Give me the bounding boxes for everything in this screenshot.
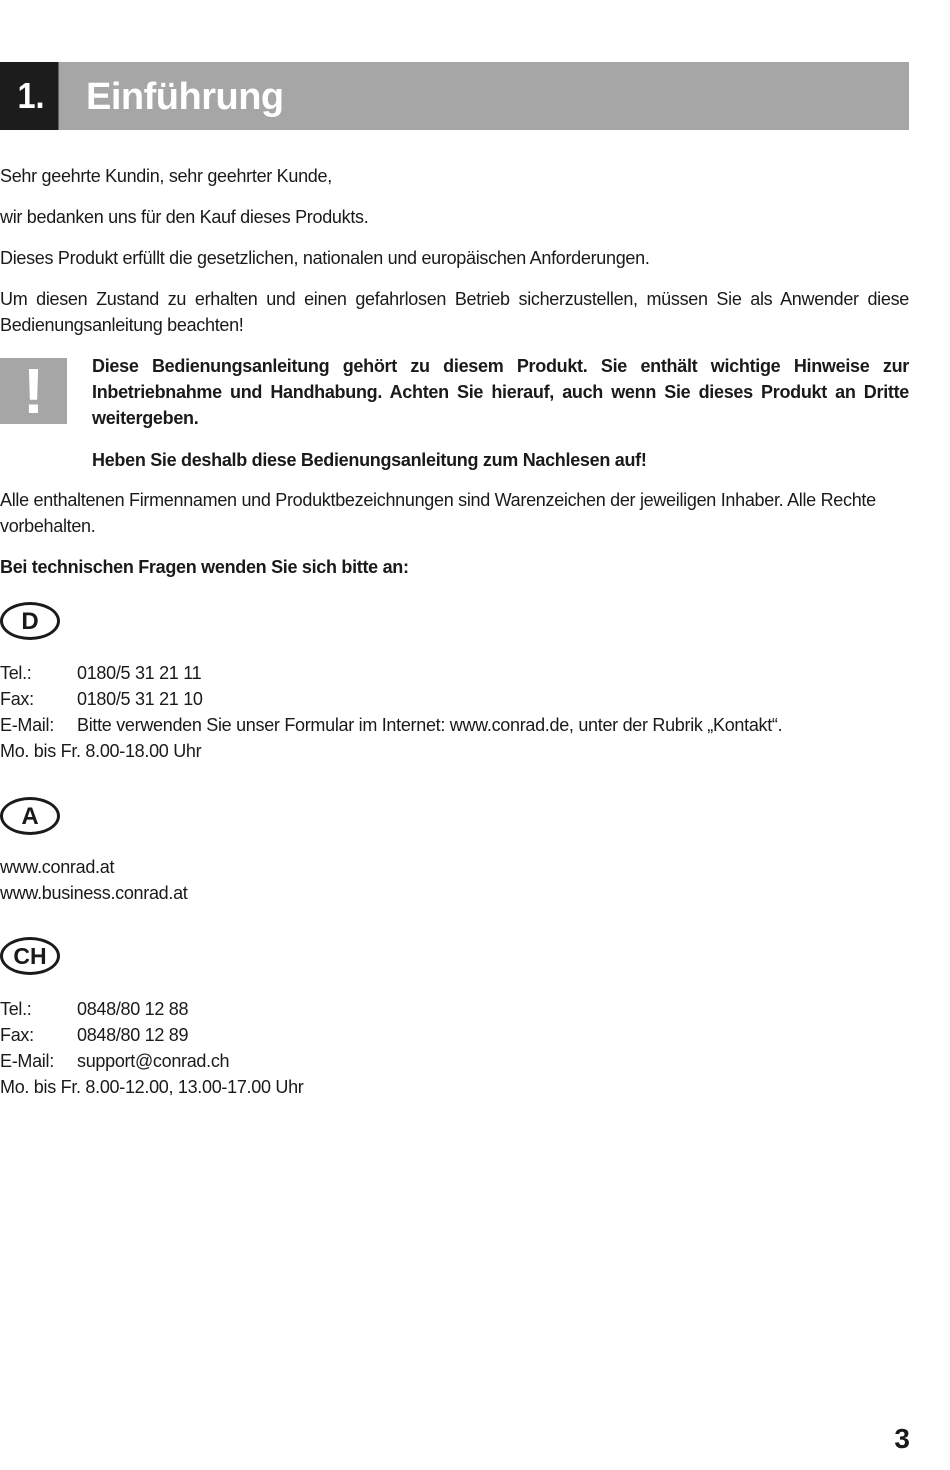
austria-website[interactable]: www.conrad.at bbox=[0, 857, 115, 877]
austria-business-website[interactable]: www.business.conrad.at bbox=[0, 883, 188, 903]
exclamation-icon: ! bbox=[0, 358, 67, 424]
country-badge-switzerland: CH bbox=[0, 937, 60, 975]
section-title: Einführung bbox=[86, 76, 284, 118]
email-label: E-Mail: bbox=[0, 715, 54, 735]
switzerland-fax: 0848/80 12 89 bbox=[77, 1025, 189, 1045]
notice-text: Diese Bedienungsanleitung gehört zu diesem Produkt. Sie enthält wichtige Hinweise zur Inbetriebnahme und Handhabung. Achten Sie hierauf, auch wenn Sie dieses Produkt an Dritte weitergeben. bbox=[92, 356, 909, 428]
keep-manual-text: Heben Sie deshalb diese Bedienungsanleitung zum Nachlesen auf! bbox=[92, 450, 647, 470]
fax-label: Fax: bbox=[0, 1025, 34, 1045]
switzerland-tel: 0848/80 12 88 bbox=[77, 999, 189, 1019]
germany-email: Bitte verwenden Sie unser Formular im Internet: www.conrad.de, unter der Rubrik „Kontakt“. bbox=[77, 715, 783, 735]
tel-label: Tel.: bbox=[0, 663, 32, 683]
thanks-text: wir bedanken uns für den Kauf dieses Produkts. bbox=[0, 207, 369, 227]
germany-tel-row bbox=[0, 660, 909, 686]
country-badge-germany: D bbox=[0, 602, 60, 640]
switzerland-hours: Mo. bis Fr. 8.00-12.00, 13.00-17.00 Uhr bbox=[0, 1077, 304, 1097]
germany-hours: Mo. bis Fr. 8.00-18.00 Uhr bbox=[0, 741, 202, 761]
page-number: 3 bbox=[894, 1423, 910, 1454]
switzerland-tel-row bbox=[0, 996, 909, 1022]
germany-fax-row bbox=[0, 686, 909, 712]
section-number: 1. bbox=[0, 62, 59, 130]
email-label: E-Mail: bbox=[0, 1051, 54, 1071]
greeting-text: Sehr geehrte Kundin, sehr geehrter Kunde, bbox=[0, 166, 332, 186]
fax-label: Fax: bbox=[0, 689, 34, 709]
switzerland-fax-row bbox=[0, 1022, 909, 1048]
country-badge-austria: A bbox=[0, 797, 60, 835]
germany-email-row bbox=[0, 712, 909, 738]
section-heading bbox=[0, 62, 909, 130]
trademarks-text: Alle enthaltenen Firmennamen und Produktbezeichnungen sind Warenzeichen der jeweiligen Inhaber. Alle Rechte vorbehalten. bbox=[0, 490, 876, 536]
germany-fax: 0180/5 31 21 10 bbox=[77, 689, 203, 709]
switzerland-email-row bbox=[0, 1048, 909, 1074]
switzerland-email[interactable]: support@conrad.ch bbox=[77, 1051, 230, 1071]
germany-tel: 0180/5 31 21 11 bbox=[77, 663, 202, 683]
instruction-text: Um diesen Zustand zu erhalten und einen gefahrlosen Betrieb sicherzustellen, müssen Sie als Anwender diese Bedienungsanleitung beachten! bbox=[0, 289, 909, 335]
tel-label: Tel.: bbox=[0, 999, 32, 1019]
compliance-text: Dieses Produkt erfüllt die gesetzlichen, nationalen und europäischen Anforderungen. bbox=[0, 248, 650, 268]
support-heading: Bei technischen Fragen wenden Sie sich bitte an: bbox=[0, 557, 409, 577]
